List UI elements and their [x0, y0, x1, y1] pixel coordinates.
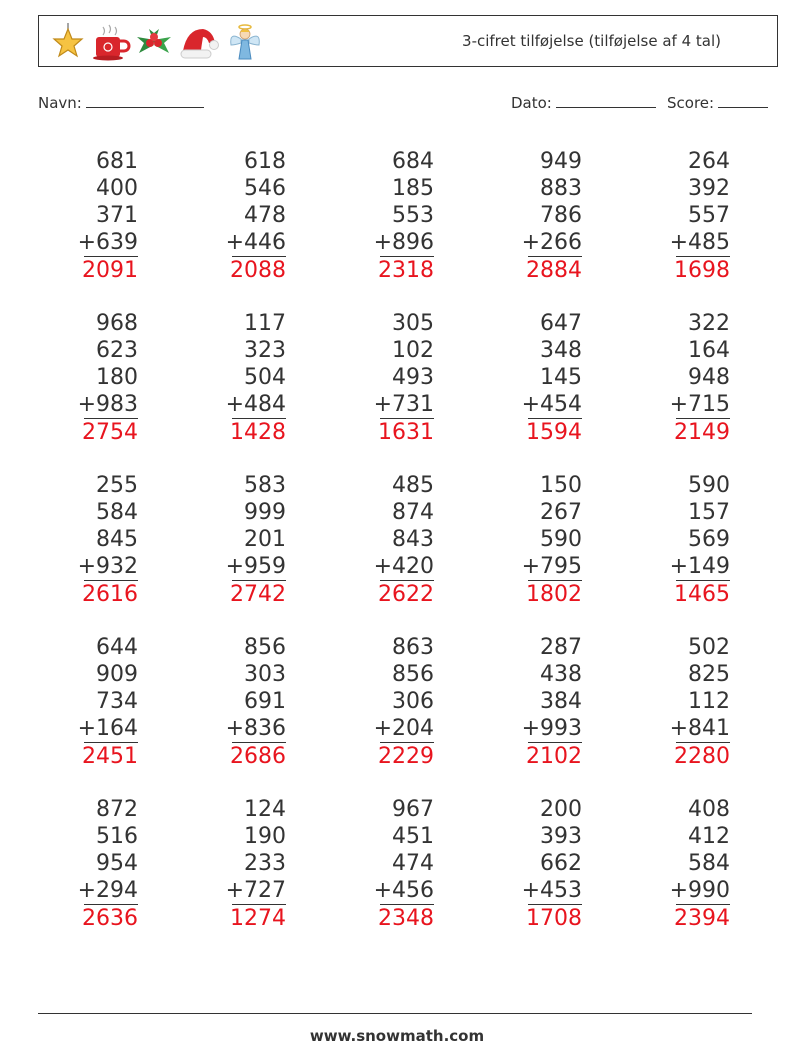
score-field: [667, 93, 768, 112]
addition-problem: [38, 634, 138, 770]
addend: 267: [540, 500, 582, 525]
addend: 150: [540, 473, 582, 498]
answer: 2394: [674, 906, 730, 931]
addend: 999: [244, 500, 286, 525]
addend: 954: [96, 851, 138, 876]
addend: 623: [96, 338, 138, 363]
addend: 967: [392, 797, 434, 822]
addend: 872: [96, 797, 138, 822]
angel-icon: [227, 23, 263, 61]
addend: 474: [392, 851, 434, 876]
addend: 412: [688, 824, 730, 849]
addend: 845: [96, 527, 138, 552]
addition-problem: [186, 796, 286, 932]
addend: 438: [540, 662, 582, 687]
addend: 117: [244, 311, 286, 336]
addend-with-plus: +446: [225, 230, 286, 255]
addend: 647: [540, 311, 582, 336]
addend-with-plus: +896: [373, 230, 434, 255]
addend: 684: [392, 149, 434, 174]
addend-with-plus: +983: [77, 392, 138, 417]
date-label: Dato:: [511, 94, 552, 112]
addend: 584: [688, 851, 730, 876]
addition-problem: [186, 472, 286, 608]
answer: 1802: [526, 582, 582, 607]
answer: 1708: [526, 906, 582, 931]
answer: 2318: [378, 258, 434, 283]
addend-with-plus: +993: [521, 716, 582, 741]
addend: 201: [244, 527, 286, 552]
answer: 1631: [378, 420, 434, 445]
date-field: [511, 93, 656, 112]
answer: 2091: [82, 258, 138, 283]
addend-with-plus: +149: [669, 554, 730, 579]
addend-with-plus: +456: [373, 878, 434, 903]
addition-problem: [630, 796, 730, 932]
answer: 2451: [82, 744, 138, 769]
answer: 2616: [82, 582, 138, 607]
addition-problem: [334, 796, 434, 932]
addend: 843: [392, 527, 434, 552]
addend: 303: [244, 662, 286, 687]
addend: 856: [392, 662, 434, 687]
addend: 557: [688, 203, 730, 228]
answer: 2280: [674, 744, 730, 769]
answer: 2754: [82, 420, 138, 445]
addend-with-plus: +841: [669, 716, 730, 741]
answer: 1274: [230, 906, 286, 931]
addend: 322: [688, 311, 730, 336]
answer: 2622: [378, 582, 434, 607]
addition-problem: [482, 634, 582, 770]
addition-problem: [482, 796, 582, 932]
addend: 348: [540, 338, 582, 363]
answer: 2348: [378, 906, 434, 931]
name-field: [38, 93, 204, 112]
answer: 2742: [230, 582, 286, 607]
addend: 644: [96, 635, 138, 660]
addend: 164: [688, 338, 730, 363]
hot-cocoa-mug-icon: [91, 23, 131, 61]
addend: 883: [540, 176, 582, 201]
addition-problem: [482, 310, 582, 446]
addend: 681: [96, 149, 138, 174]
footer-site: www.snowmath.com: [309, 1027, 485, 1045]
addend: 287: [540, 635, 582, 660]
addition-problem: [186, 148, 286, 284]
addend: 856: [244, 635, 286, 660]
addend: 112: [688, 689, 730, 714]
addend: 124: [244, 797, 286, 822]
addition-problem: [630, 472, 730, 608]
addend: 584: [96, 500, 138, 525]
addend: 323: [244, 338, 286, 363]
addition-problem: [38, 148, 138, 284]
score-label: Score:: [667, 94, 715, 112]
addend: 180: [96, 365, 138, 390]
addend: 493: [392, 365, 434, 390]
addend: 264: [688, 149, 730, 174]
score-blank: [718, 93, 768, 108]
answer: 2102: [526, 744, 582, 769]
addend-with-plus: +266: [521, 230, 582, 255]
addend: 590: [688, 473, 730, 498]
addition-problem: [334, 148, 434, 284]
addend: 400: [96, 176, 138, 201]
addend: 583: [244, 473, 286, 498]
addition-problem: [334, 634, 434, 770]
addend-with-plus: +420: [373, 554, 434, 579]
addend-with-plus: +715: [669, 392, 730, 417]
name-blank: [86, 93, 204, 108]
addend: 451: [392, 824, 434, 849]
addend-with-plus: +454: [521, 392, 582, 417]
date-blank: [556, 93, 656, 108]
addition-problem: [186, 310, 286, 446]
header-box: [38, 15, 778, 67]
addition-problem: [630, 148, 730, 284]
addition-problem: [38, 472, 138, 608]
star-ornament-icon: [51, 23, 85, 61]
answer: 1465: [674, 582, 730, 607]
footer-divider: [38, 1013, 752, 1014]
answer: 2149: [674, 420, 730, 445]
addition-problem: [482, 148, 582, 284]
addend: 233: [244, 851, 286, 876]
addition-problem: [334, 310, 434, 446]
addend: 157: [688, 500, 730, 525]
addend: 949: [540, 149, 582, 174]
addend-with-plus: +795: [521, 554, 582, 579]
answer: 2229: [378, 744, 434, 769]
addend: 618: [244, 149, 286, 174]
addend: 662: [540, 851, 582, 876]
addend: 909: [96, 662, 138, 687]
addend: 786: [540, 203, 582, 228]
addend-with-plus: +485: [669, 230, 730, 255]
addend: 145: [540, 365, 582, 390]
page-title: 3-cifret tilføjelse (tilføjelse af 4 tal): [462, 32, 721, 50]
addend-with-plus: +731: [373, 392, 434, 417]
addend: 102: [392, 338, 434, 363]
answer: 2686: [230, 744, 286, 769]
addend-with-plus: +164: [77, 716, 138, 741]
addition-problem: [38, 796, 138, 932]
addition-problem: [334, 472, 434, 608]
addend-with-plus: +484: [225, 392, 286, 417]
addend: 185: [392, 176, 434, 201]
answer: 2088: [230, 258, 286, 283]
addend-with-plus: +204: [373, 716, 434, 741]
addend-with-plus: +959: [225, 554, 286, 579]
addend: 734: [96, 689, 138, 714]
addend: 305: [392, 311, 434, 336]
addend: 516: [96, 824, 138, 849]
addend: 825: [688, 662, 730, 687]
addend: 190: [244, 824, 286, 849]
addend-with-plus: +639: [77, 230, 138, 255]
addend: 863: [392, 635, 434, 660]
addend: 371: [96, 203, 138, 228]
answer: 1594: [526, 420, 582, 445]
addend: 384: [540, 689, 582, 714]
addend-with-plus: +836: [225, 716, 286, 741]
addend-with-plus: +453: [521, 878, 582, 903]
addend: 306: [392, 689, 434, 714]
addend: 485: [392, 473, 434, 498]
addend: 502: [688, 635, 730, 660]
addend: 478: [244, 203, 286, 228]
name-label: Navn:: [38, 94, 82, 112]
addend: 504: [244, 365, 286, 390]
addend: 255: [96, 473, 138, 498]
addend: 408: [688, 797, 730, 822]
addend-with-plus: +727: [225, 878, 286, 903]
addend: 200: [540, 797, 582, 822]
santa-hat-icon: [179, 23, 221, 61]
addend: 546: [244, 176, 286, 201]
addend-with-plus: +990: [669, 878, 730, 903]
addition-problem: [630, 634, 730, 770]
addition-problem: [630, 310, 730, 446]
addend-with-plus: +932: [77, 554, 138, 579]
addend-with-plus: +294: [77, 878, 138, 903]
addend: 590: [540, 527, 582, 552]
addend: 393: [540, 824, 582, 849]
addend: 968: [96, 311, 138, 336]
holly-icon: [135, 23, 173, 61]
answer: 2636: [82, 906, 138, 931]
addend: 569: [688, 527, 730, 552]
addend: 553: [392, 203, 434, 228]
addend: 948: [688, 365, 730, 390]
answer: 1698: [674, 258, 730, 283]
addition-problem: [186, 634, 286, 770]
addend: 874: [392, 500, 434, 525]
addition-problem: [482, 472, 582, 608]
addition-problem: [38, 310, 138, 446]
addend: 691: [244, 689, 286, 714]
answer: 2884: [526, 258, 582, 283]
addend: 392: [688, 176, 730, 201]
answer: 1428: [230, 420, 286, 445]
